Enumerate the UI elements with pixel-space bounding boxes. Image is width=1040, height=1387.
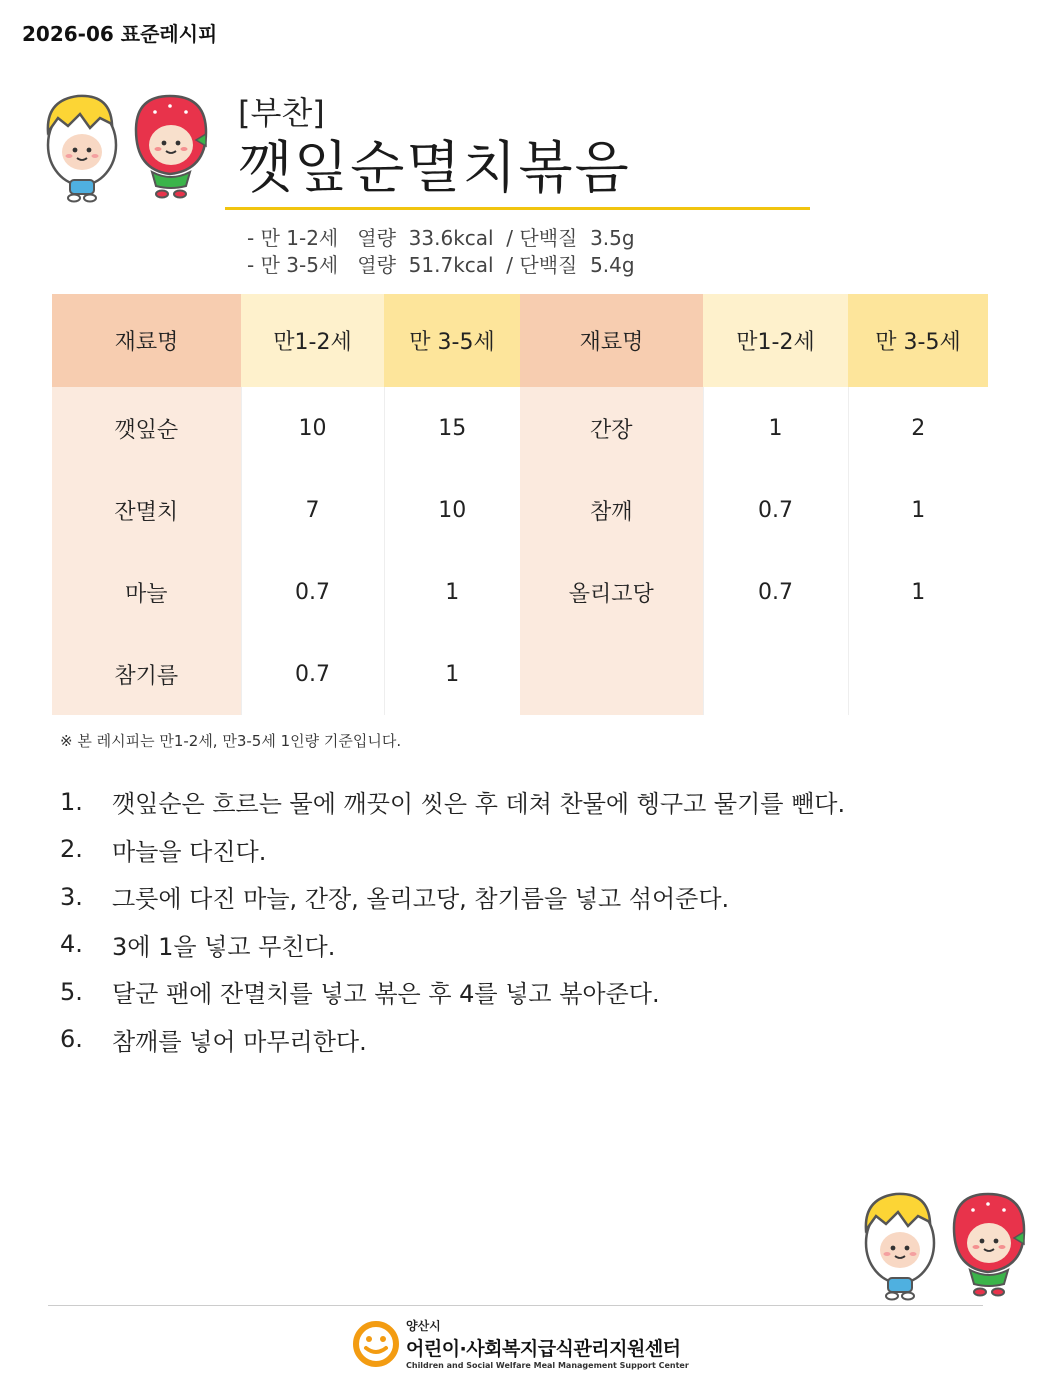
ingredient-name: 올리고당 [520, 551, 703, 633]
amount-1-2: 10 [241, 387, 384, 469]
step-text: 달군 팬에 잔멸치를 넣고 볶은 후 4를 넣고 볶아준다. [112, 980, 660, 1009]
logo-city: 양산시 [406, 1319, 441, 1333]
strawberry-mascot-icon [136, 96, 206, 198]
amount-3-5 [848, 633, 988, 715]
page-header-label: 2026-06 표준레시피 [22, 22, 218, 46]
recipe-category: [부찬] [238, 94, 325, 132]
amount-3-5: 10 [384, 469, 520, 551]
step-number: 4. [60, 930, 83, 959]
step-item [60, 778, 845, 826]
logo-center-name: 어린이·사회복지급식관리지원센터 [406, 1338, 681, 1360]
ingredient-name: 참깨 [520, 469, 703, 551]
title-underline [225, 207, 810, 210]
mascots-top [40, 90, 215, 205]
recipe-steps [60, 778, 845, 1063]
step-text: 그릇에 다진 마늘, 간장, 올리고당, 참기름을 넣고 섞어준다. [112, 885, 730, 914]
ingredient-name: 참기름 [52, 633, 241, 715]
step-text: 깻잎순은 흐르는 물에 깨끗이 씻은 후 데쳐 찬물에 헹구고 물기를 뺀다. [112, 790, 846, 819]
step-item [60, 921, 845, 969]
step-item [60, 826, 845, 874]
amount-1-2 [703, 633, 848, 715]
amount-3-5: 1 [384, 551, 520, 633]
header-ingredient-name: 재료명 [520, 294, 703, 387]
header-age-3-5: 만 3-5세 [848, 294, 988, 387]
step-number: 2. [60, 835, 83, 864]
amount-1-2: 0.7 [703, 551, 848, 633]
step-text: 참깨를 넣어 마무리한다. [112, 1027, 367, 1056]
table-row [52, 469, 988, 551]
nutrition-line-3-5: - 만 3-5세 열량 51.7kcal / 단백질 5.4g [247, 253, 635, 277]
amount-3-5: 1 [848, 551, 988, 633]
logo-center-english: Children and Social Welfare Meal Management Support Center [406, 1361, 689, 1370]
amount-3-5: 2 [848, 387, 988, 469]
egg-mascot-icon [48, 96, 116, 202]
table-row [52, 633, 988, 715]
ingredient-name: 잔멸치 [52, 469, 241, 551]
amount-3-5: 1 [384, 633, 520, 715]
amount-1-2: 0.7 [241, 551, 384, 633]
center-logo [352, 1317, 689, 1370]
recipe-title: 깻잎순멸치볶음 [238, 136, 631, 201]
nutrition-line-1-2: - 만 1-2세 열량 33.6kcal / 단백질 3.5g [247, 226, 635, 250]
ingredient-name: 깻잎순 [52, 387, 241, 469]
step-item [60, 873, 845, 921]
step-text: 마늘을 다진다. [112, 837, 267, 866]
footer-divider [48, 1305, 983, 1306]
table-row [52, 551, 988, 633]
amount-3-5: 15 [384, 387, 520, 469]
ingredient-table [52, 294, 988, 715]
nutrition-info [247, 225, 635, 279]
amount-1-2: 1 [703, 387, 848, 469]
amount-3-5: 1 [848, 469, 988, 551]
ingredient-name: 간장 [520, 387, 703, 469]
serving-note: ※ 본 레시피는 만1-2세, 만3-5세 1인량 기준입니다. [60, 732, 402, 750]
amount-1-2: 0.7 [241, 633, 384, 715]
header-age-1-2: 만1-2세 [703, 294, 848, 387]
table-row [52, 387, 988, 469]
mascots-bottom [858, 1188, 1033, 1303]
step-number: 5. [60, 977, 83, 1006]
ingredient-name: 마늘 [52, 551, 241, 633]
step-number: 1. [60, 787, 83, 816]
amount-1-2: 0.7 [703, 469, 848, 551]
table-header-row [52, 294, 988, 387]
step-text: 3에 1을 넣고 무친다. [112, 932, 336, 961]
amount-1-2: 7 [241, 469, 384, 551]
egg-mascot-icon [866, 1194, 934, 1300]
step-item [60, 1016, 845, 1064]
step-number: 3. [60, 882, 83, 911]
strawberry-mascot-icon [954, 1194, 1024, 1296]
header-ingredient-name: 재료명 [52, 294, 241, 387]
step-number: 6. [60, 1025, 83, 1054]
step-item [60, 968, 845, 1016]
center-logo-icon [352, 1320, 400, 1368]
ingredient-name [520, 633, 703, 715]
header-age-1-2: 만1-2세 [241, 294, 384, 387]
header-age-3-5: 만 3-5세 [384, 294, 520, 387]
